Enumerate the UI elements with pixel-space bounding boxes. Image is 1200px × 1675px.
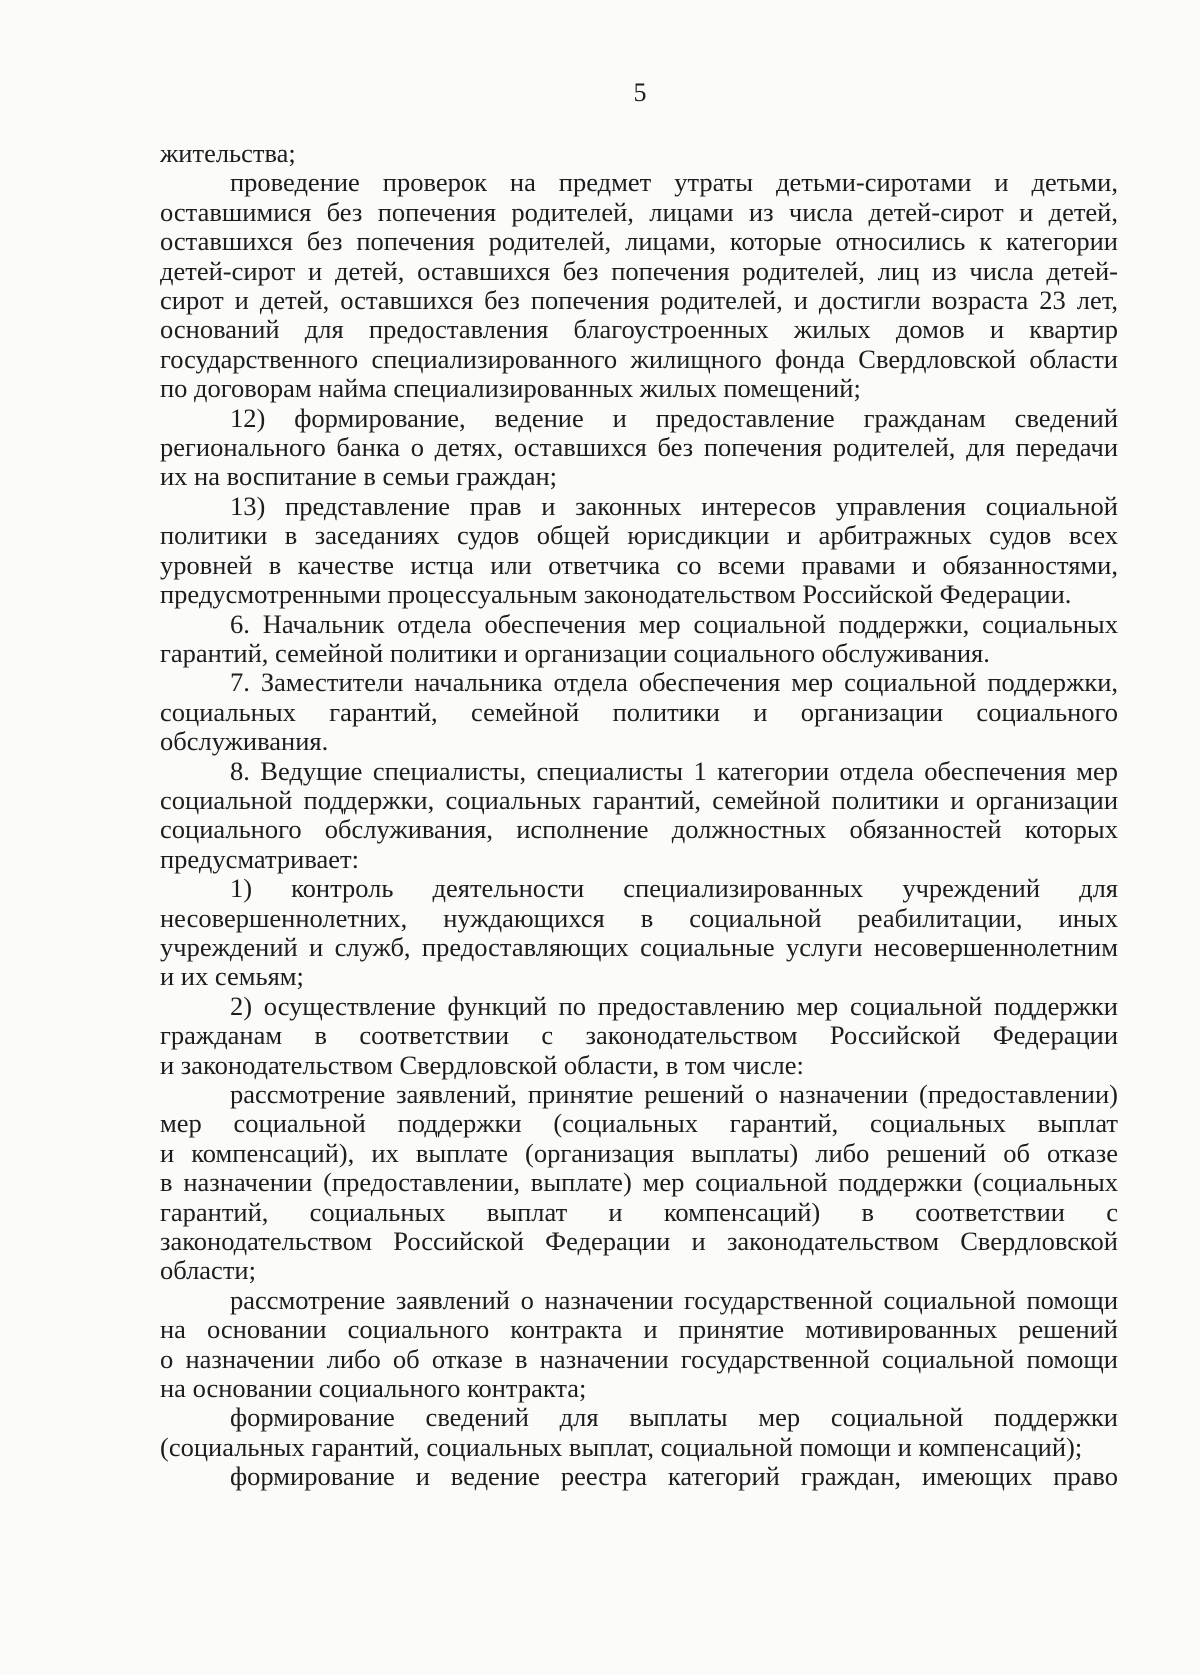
text-line: обслуживания.: [160, 726, 329, 757]
text-line: и их семьям;: [160, 961, 304, 992]
text-line: (социальных гарантий, социальных выплат, социальной помощи и компенсаций);: [160, 1431, 1083, 1462]
text-line: гарантий, семейной политики и организации социального обслуживания.: [160, 637, 990, 668]
text-line: предусматривает:: [160, 843, 359, 874]
text-line: по договорам найма специализированных жилых помещений;: [160, 373, 861, 404]
document-body: [160, 139, 1118, 1492]
text-line: законодательством Российской Федерации и законодательством Свердловской: [160, 1226, 1118, 1257]
text-line: о назначении либо об отказе в назначении государственной социальной помощи: [160, 1343, 1118, 1374]
text-line: государственного специализированного жилищного фонда Свердловской области: [160, 343, 1118, 374]
text-line: детей-сирот и детей, оставшихся без попечения родителей, лиц из числа детей-: [160, 255, 1118, 286]
text-line: и компенсаций), их выплате (организация выплаты) либо решений об отказе: [160, 1137, 1118, 1168]
text-line: 12) формирование, ведение и предоставление гражданам сведений: [230, 402, 1118, 433]
text-line: гражданам в соответствии с законодательством Российской Федерации: [160, 1020, 1118, 1051]
text-line: 7. Заместители начальника отдела обеспечения мер социальной поддержки,: [230, 667, 1118, 698]
text-line: 13) представление прав и законных интересов управления социальной: [230, 490, 1118, 521]
text-line: проведение проверок на предмет утраты детьми-сиротами и детьми,: [230, 167, 1118, 198]
text-line: учреждений и служб, предоставляющих социальные услуги несовершеннолетним: [160, 931, 1118, 962]
text-line: и законодательством Свердловской области, в том числе:: [160, 1049, 804, 1080]
text-line: жительства;: [160, 138, 296, 168]
text-line: оставшимися без попечения родителей, лицами из числа детей-сирот и детей,: [160, 196, 1118, 227]
page-number: 5: [633, 78, 647, 107]
text-line: гарантий, социальных выплат и компенсаций) в соответствии с: [160, 1196, 1118, 1227]
text-line: 1) контроль деятельности специализированных учреждений для: [230, 873, 1118, 904]
text-line: формирование и ведение реестра категорий граждан, имеющих право: [230, 1461, 1118, 1492]
text-line: политики в заседаниях судов общей юрисдикции и арбитражных судов всех: [160, 520, 1118, 551]
text-line: в назначении (предоставлении, выплате) мер социальной поддержки (социальных: [160, 1167, 1118, 1198]
text-line: на основании социального контракта и принятие мотивированных решений: [160, 1314, 1118, 1345]
text-line: мер социальной поддержки (социальных гарантий, социальных выплат: [160, 1108, 1118, 1139]
text-line: оснований для предоставления благоустроенных жилых домов и квартир: [160, 314, 1118, 345]
text-line: оставшихся без попечения родителей, лицами, которые относились к категории: [160, 226, 1118, 257]
text-line: уровней в качестве истца или ответчика со всеми правами и обязанностями,: [160, 549, 1118, 580]
text-line: регионального банка о детях, оставшихся без попечения родителей, для передачи: [160, 432, 1118, 463]
text-line: рассмотрение заявлений, принятие решений о назначении (предоставлении): [230, 1079, 1118, 1109]
text-line: области;: [160, 1255, 256, 1286]
text-line: социального обслуживания, исполнение должностных обязанностей которых: [160, 814, 1118, 845]
text-line: социальных гарантий, семейной политики и организации социального: [160, 696, 1118, 727]
text-line: на основании социального контракта;: [160, 1373, 587, 1404]
text-line: 6. Начальник отдела обеспечения мер социальной поддержки, социальных: [230, 608, 1118, 639]
text-line: формирование сведений для выплаты мер социальной поддержки: [230, 1402, 1118, 1433]
text-line: рассмотрение заявлений о назначении государственной социальной помощи: [230, 1284, 1118, 1315]
text-line: сирот и детей, оставшихся без попечения родителей, и достигли возраста 23 лет,: [160, 285, 1118, 316]
text-line: социальной поддержки, социальных гарантий, семейной политики и организации: [160, 784, 1118, 815]
text-line: их на воспитание в семьи граждан;: [160, 461, 558, 492]
text-line: предусмотренными процессуальным законодательством Российской Федерации.: [160, 579, 1072, 610]
text-line: 8. Ведущие специалисты, специалисты 1 категории отдела обеспечения мер: [230, 755, 1118, 786]
text-line: несовершеннолетних, нуждающихся в социальной реабилитации, иных: [160, 902, 1118, 933]
text-line: 2) осуществление функций по предоставлению мер социальной поддержки: [230, 990, 1118, 1021]
